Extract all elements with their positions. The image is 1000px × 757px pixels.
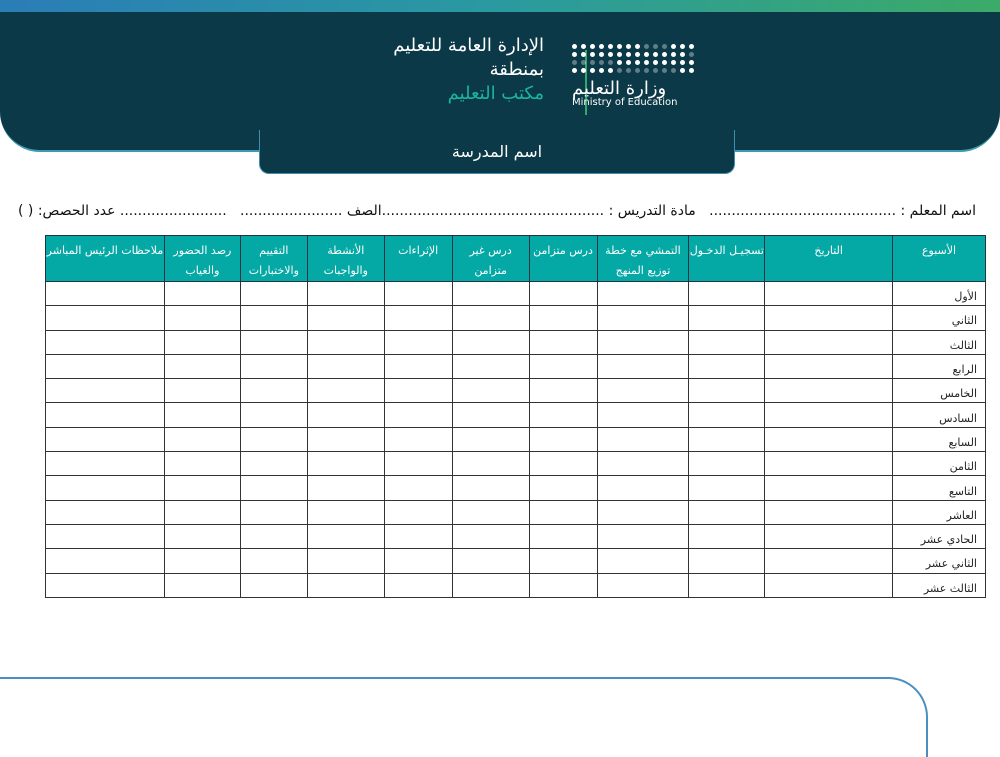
table-cell[interactable] [529,476,597,500]
table-cell[interactable] [689,549,765,573]
table-cell[interactable] [689,379,765,403]
table-cell[interactable] [46,330,165,354]
teacher-field: اسم المعلم : .......................................... [709,203,976,219]
table-cell[interactable] [164,403,240,427]
table-cell[interactable] [597,354,689,378]
table-cell[interactable] [307,524,384,548]
ministry-logo [572,44,698,108]
table-cell[interactable] [529,524,597,548]
table-cell[interactable] [240,549,307,573]
table-cell[interactable] [597,379,689,403]
table-cell[interactable] [164,500,240,524]
dot [689,60,694,65]
table-row [46,403,986,427]
dot [680,60,685,65]
table-cell[interactable] [307,354,384,378]
table-cell[interactable] [46,500,165,524]
table-cell[interactable] [529,403,597,427]
dot [581,68,586,73]
table-cell[interactable] [765,282,893,306]
table-cell[interactable] [597,500,689,524]
dot [662,60,667,65]
dot [581,44,586,49]
dot [635,52,640,57]
dot [689,68,694,73]
table-cell[interactable] [597,282,689,306]
table-cell[interactable] [164,427,240,451]
week-label: التاسع [893,476,986,500]
table-cell[interactable] [240,282,307,306]
table-cell[interactable] [689,524,765,548]
dot [617,52,622,57]
dot [671,44,676,49]
column-header: الأسبوع [893,236,986,282]
table-cell[interactable] [46,476,165,500]
column-header: رصد الحضور والغياب [164,236,240,282]
table-cell[interactable] [765,379,893,403]
dot [581,52,586,57]
table-cell[interactable] [307,306,384,330]
table-cell[interactable] [307,500,384,524]
week-label: العاشر [893,500,986,524]
table-cell[interactable] [452,306,529,330]
dot [608,52,613,57]
column-header: التاريخ [765,236,893,282]
table-cell[interactable] [384,573,452,597]
table-cell[interactable] [597,476,689,500]
table-row [46,354,986,378]
dot [581,60,586,65]
table-cell[interactable] [164,549,240,573]
table-cell[interactable] [765,452,893,476]
table-cell[interactable] [597,549,689,573]
dot [653,60,658,65]
dot [599,44,604,49]
table-cell[interactable] [384,427,452,451]
table-cell[interactable] [689,306,765,330]
table-cell[interactable] [46,452,165,476]
table-row [46,549,986,573]
table-cell[interactable] [529,379,597,403]
weekly-tracking-table [45,235,986,598]
table-cell[interactable] [384,379,452,403]
table-cell[interactable] [307,573,384,597]
table-row [46,500,986,524]
week-label: الثالث [893,330,986,354]
table-cell[interactable] [240,403,307,427]
table-cell[interactable] [689,403,765,427]
dot [599,68,604,73]
week-label: السادس [893,403,986,427]
table-cell[interactable] [452,379,529,403]
table-header-row [46,236,986,282]
column-header: درس متزامن [529,236,597,282]
dot [608,44,613,49]
table-cell[interactable] [384,476,452,500]
table-cell[interactable] [384,500,452,524]
table-cell[interactable] [384,282,452,306]
dot [644,68,649,73]
table-cell[interactable] [452,354,529,378]
table-cell[interactable] [452,549,529,573]
table-cell[interactable] [384,354,452,378]
table-cell[interactable] [597,403,689,427]
table-cell[interactable] [46,573,165,597]
dot [644,60,649,65]
dot [662,52,667,57]
table-cell[interactable] [240,573,307,597]
ministry-dots-icon [572,44,696,76]
week-label: الثاني عشر [893,549,986,573]
table-cell[interactable] [384,549,452,573]
table-cell[interactable] [46,282,165,306]
table-cell[interactable] [597,427,689,451]
table-cell[interactable] [164,573,240,597]
table-row [46,573,986,597]
table-cell[interactable] [689,452,765,476]
column-header: التمشي مع خطة توزيع المنهج [597,236,689,282]
table-row [46,306,986,330]
dot [680,68,685,73]
column-header: التقييم والاختبارات [240,236,307,282]
dot [662,44,667,49]
table-cell[interactable] [307,549,384,573]
subject-class-field: مادة التدريس : ..................................................الصف ....................... [240,203,696,219]
ministry-ar: وزارة التعليم [572,78,667,99]
directorate-text [393,34,544,106]
dot [572,60,577,65]
dot [608,60,613,65]
table-cell[interactable] [765,524,893,548]
dot [635,44,640,49]
dot [590,52,595,57]
dot [644,52,649,57]
table-cell[interactable] [597,573,689,597]
table-cell[interactable] [529,282,597,306]
table-cell[interactable] [240,330,307,354]
table-row [46,524,986,548]
dot [617,44,622,49]
table-cell[interactable] [452,476,529,500]
table-cell[interactable] [765,403,893,427]
table-row [46,452,986,476]
dot [599,52,604,57]
table-cell[interactable] [164,452,240,476]
dot [617,68,622,73]
table-cell[interactable] [240,500,307,524]
table-cell[interactable] [307,427,384,451]
table-cell[interactable] [689,427,765,451]
table-cell[interactable] [46,306,165,330]
dot [590,44,595,49]
school-name-box: اسم المدرسة [259,130,735,174]
column-header: درس غير متزامن [452,236,529,282]
dot [572,52,577,57]
ministry-en: Ministry of Education [572,97,678,108]
table-cell[interactable] [164,354,240,378]
table-cell[interactable] [765,306,893,330]
table-cell[interactable] [46,549,165,573]
table-row [46,476,986,500]
week-label: الثامن [893,452,986,476]
table-cell[interactable] [384,306,452,330]
table-cell[interactable] [529,330,597,354]
dot [680,44,685,49]
week-label: الثالث عشر [893,573,986,597]
table-cell[interactable] [164,306,240,330]
dot [617,60,622,65]
table-cell[interactable] [452,403,529,427]
table-cell[interactable] [384,330,452,354]
table-cell[interactable] [529,500,597,524]
table-cell[interactable] [164,330,240,354]
column-header: تسجيـل الدخـول [689,236,765,282]
dot [662,68,667,73]
table-cell[interactable] [529,549,597,573]
dot [689,52,694,57]
table-cell[interactable] [452,573,529,597]
table-cell[interactable] [452,524,529,548]
week-label: السابع [893,427,986,451]
table-cell[interactable] [529,452,597,476]
table-cell[interactable] [240,354,307,378]
week-label: الخامس [893,379,986,403]
table-cell[interactable] [307,330,384,354]
table-cell[interactable] [597,524,689,548]
table-cell[interactable] [46,524,165,548]
table-cell[interactable] [307,476,384,500]
table-cell[interactable] [164,524,240,548]
table-cell[interactable] [765,500,893,524]
dot [572,44,577,49]
table-row [46,282,986,306]
dot [689,44,694,49]
table-cell[interactable] [46,354,165,378]
dot [599,60,604,65]
table-cell[interactable] [240,524,307,548]
directorate-line1: الإدارة العامة للتعليم [393,35,544,56]
dot [626,44,631,49]
table-cell[interactable] [452,330,529,354]
week-label: الثاني [893,306,986,330]
table-cell[interactable] [307,403,384,427]
table-cell[interactable] [452,282,529,306]
week-label: الحادي عشر [893,524,986,548]
dot [653,68,658,73]
table-cell[interactable] [765,354,893,378]
dot [626,60,631,65]
table-cell[interactable] [765,427,893,451]
table-cell[interactable] [384,524,452,548]
dot [590,68,595,73]
table-cell[interactable] [689,282,765,306]
table-cell[interactable] [307,452,384,476]
column-header: الأنشطة والواجبات [307,236,384,282]
table-row [46,330,986,354]
table-cell[interactable] [452,427,529,451]
office-name: مكتب التعليم [447,83,544,104]
table-cell[interactable] [529,306,597,330]
table-cell[interactable] [765,549,893,573]
table-cell[interactable] [689,573,765,597]
dot [590,60,595,65]
table-cell[interactable] [240,306,307,330]
table-cell[interactable] [689,476,765,500]
dot [653,44,658,49]
table-cell[interactable] [689,500,765,524]
bottom-decoration [0,677,928,757]
dot [680,52,685,57]
table-cell[interactable] [452,452,529,476]
week-label: الرابع [893,354,986,378]
table-row [46,427,986,451]
dot [635,68,640,73]
week-label: الأول [893,282,986,306]
table-cell[interactable] [46,403,165,427]
dot [626,68,631,73]
table-cell[interactable] [240,452,307,476]
table-cell[interactable] [384,452,452,476]
table-row [46,379,986,403]
table-cell[interactable] [240,427,307,451]
table-cell[interactable] [164,476,240,500]
dot [671,60,676,65]
table-cell[interactable] [689,330,765,354]
table-cell[interactable] [164,379,240,403]
table-cell[interactable] [307,379,384,403]
dot [635,60,640,65]
table-cell[interactable] [46,379,165,403]
table-cell[interactable] [164,282,240,306]
dot [671,52,676,57]
directorate-line2: بمنطقة [489,59,544,80]
dot [608,68,613,73]
dot [644,44,649,49]
dot [653,52,658,57]
dot [572,68,577,73]
table-cell[interactable] [529,573,597,597]
table-cell[interactable] [765,573,893,597]
dot [626,52,631,57]
table-cell[interactable] [240,476,307,500]
table-cell[interactable] [384,403,452,427]
table-cell[interactable] [529,427,597,451]
table-cell[interactable] [765,476,893,500]
table-cell[interactable] [452,500,529,524]
table-cell[interactable] [597,306,689,330]
column-header: ملاحظات الرئيس المباشر [46,236,165,282]
table-cell[interactable] [597,452,689,476]
info-line [18,203,976,219]
table-cell[interactable] [529,354,597,378]
table-cell[interactable] [689,354,765,378]
table-cell[interactable] [765,330,893,354]
table-cell[interactable] [597,330,689,354]
table-cell[interactable] [240,379,307,403]
dot [671,68,676,73]
periods-field: ........................ عدد الحصص: ( ) [18,203,227,219]
column-header: الإثراءات [384,236,452,282]
table-cell[interactable] [46,427,165,451]
table-cell[interactable] [307,282,384,306]
